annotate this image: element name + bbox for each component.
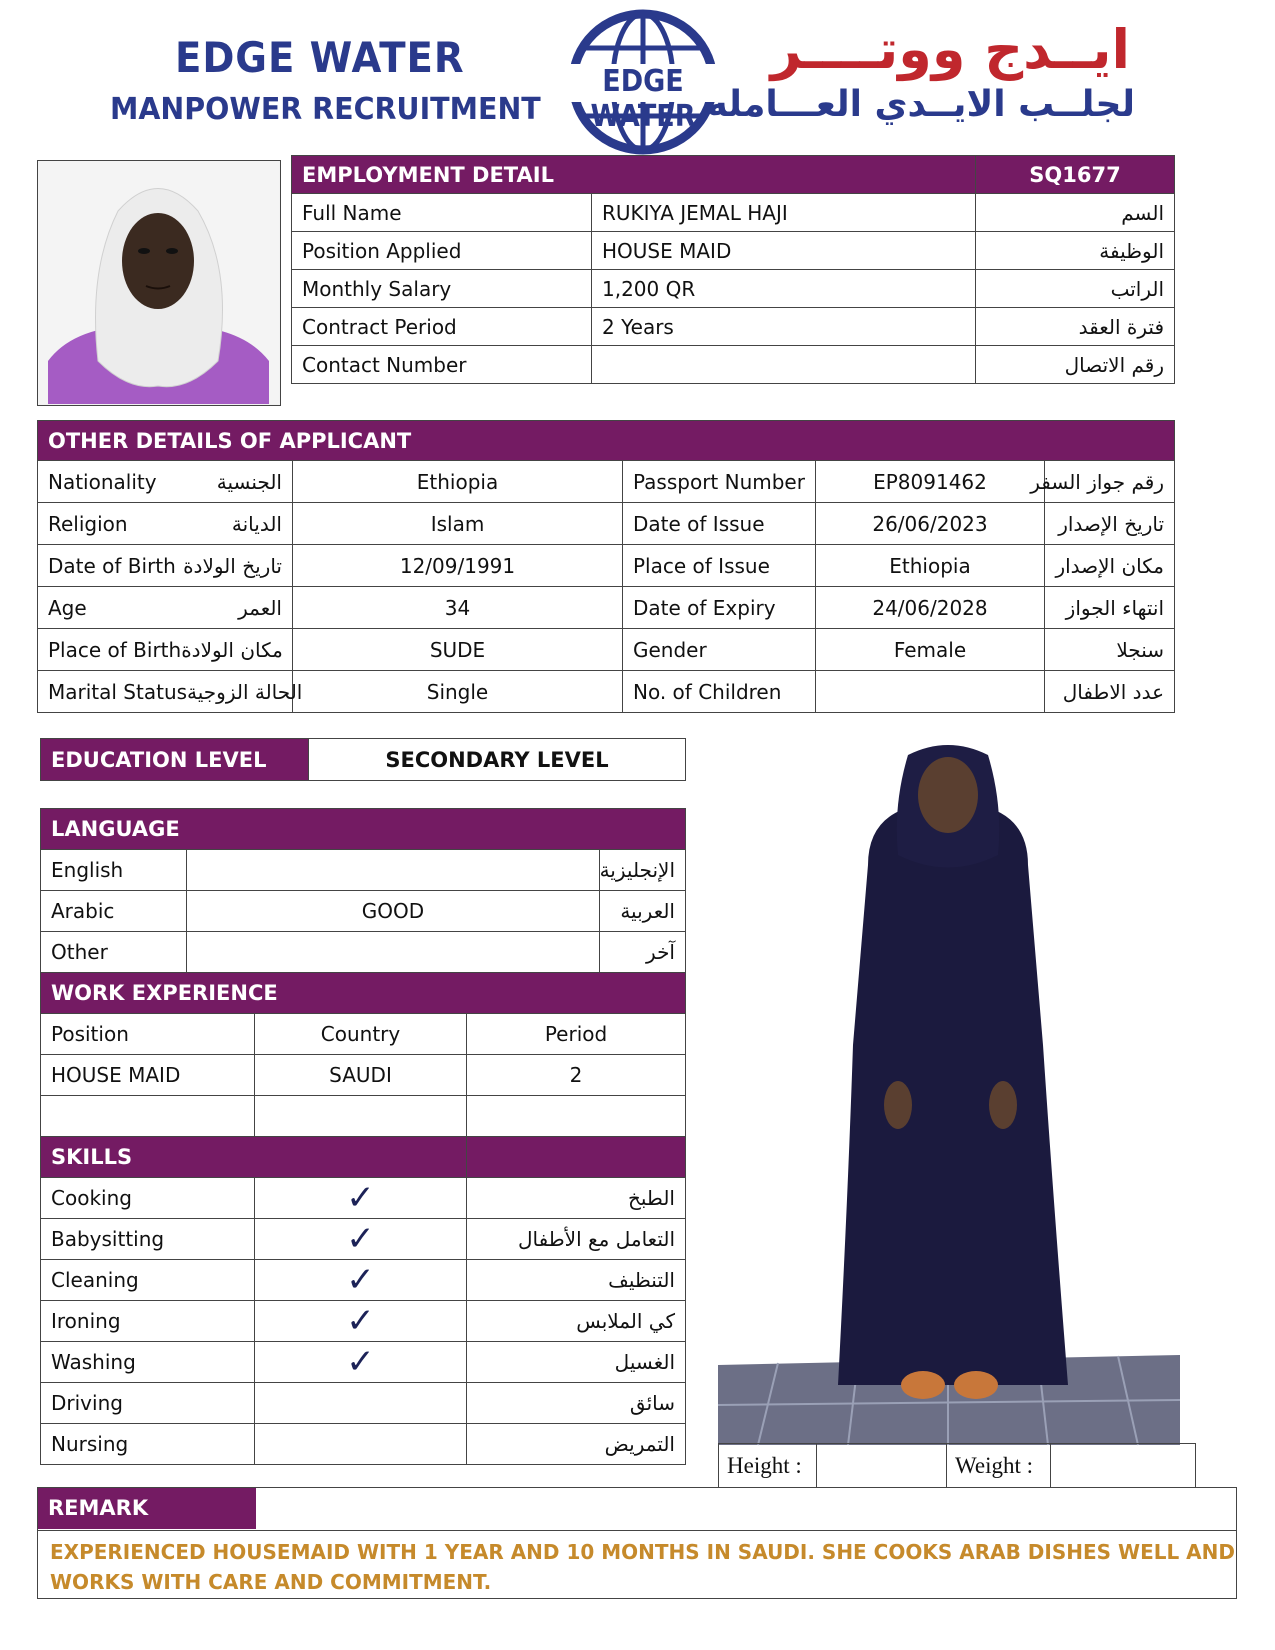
- detail-label-2: Place of Issue: [623, 545, 816, 587]
- place-of-birth-value: SUDE: [293, 629, 623, 671]
- skill-label: Washing: [41, 1342, 255, 1383]
- detail-label-2-ar: رقم جواز السفر: [1045, 461, 1175, 503]
- skill-check-icon: ✓: [255, 1301, 467, 1342]
- detail-label-2-ar: مكان الإصدار: [1045, 545, 1175, 587]
- skill-check-icon: [255, 1383, 467, 1424]
- skill-label: Nursing: [41, 1424, 255, 1465]
- detail-label-ar: مكان الولادة: [181, 637, 283, 662]
- education-title: EDUCATION LEVEL: [41, 739, 309, 781]
- employment-label-ar: الوظيفة: [976, 232, 1175, 270]
- language-label: Arabic: [41, 891, 187, 932]
- weight-label: Weight :: [947, 1444, 1051, 1488]
- skill-check-icon: [255, 1424, 467, 1465]
- language-label: English: [41, 850, 187, 891]
- detail-label-2-ar: عدد الاطفال: [1045, 671, 1175, 713]
- age-value: 34: [293, 587, 623, 629]
- other-details-title: OTHER DETAILS OF APPLICANT: [38, 421, 1175, 461]
- globe-logo-icon: [548, 8, 738, 156]
- skill-label: Babysitting: [41, 1219, 255, 1260]
- detail-label-2: No. of Children: [623, 671, 816, 713]
- experience-period: 2: [467, 1055, 686, 1096]
- detail-label-cell: [38, 461, 293, 503]
- detail-label-2: Date of Expiry: [623, 587, 816, 629]
- employment-label-ar: رقم الاتصال: [976, 346, 1175, 384]
- height-value: [817, 1444, 947, 1488]
- detail-label: Place of Birth: [48, 637, 182, 662]
- applicant-full-body-photo: [718, 745, 1180, 1445]
- detail-label: Marital Status: [48, 679, 188, 704]
- english-level-value: [187, 850, 600, 891]
- date-of-birth-value: 12/09/1991: [293, 545, 623, 587]
- contract-period-value: 2 Years: [592, 308, 976, 346]
- detail-label-cell: [38, 629, 293, 671]
- detail-label: Nationality: [48, 469, 157, 494]
- contact-number-value: [592, 346, 976, 384]
- detail-label-2-ar: سنجلا: [1045, 629, 1175, 671]
- skill-label: Ironing: [41, 1301, 255, 1342]
- position-applied-value: HOUSE MAID: [592, 232, 976, 270]
- detail-label-2-ar: تاريخ الإصدار: [1045, 503, 1175, 545]
- employment-label-ar: فترة العقد: [976, 308, 1175, 346]
- skill-label-ar: كي الملابس: [467, 1301, 686, 1342]
- detail-label-ar: العمر: [238, 595, 282, 620]
- language-label: Other: [41, 932, 187, 973]
- skill-label: Driving: [41, 1383, 255, 1424]
- experience-period: [467, 1096, 686, 1137]
- skill-label-ar: التعامل مع الأطفال: [467, 1219, 686, 1260]
- employment-label: Contract Period: [292, 308, 592, 346]
- other-details-table: [37, 420, 1175, 713]
- employment-label: Monthly Salary: [292, 270, 592, 308]
- applicant-code: SQ1677: [976, 156, 1175, 194]
- detail-label-2: Date of Issue: [623, 503, 816, 545]
- employment-detail-title: EMPLOYMENT DETAIL: [292, 156, 976, 194]
- language-label-ar: آخر: [600, 932, 686, 973]
- place-of-issue-value: Ethiopia: [816, 545, 1045, 587]
- detail-label: Religion: [48, 511, 128, 536]
- employment-detail-table: [291, 155, 1175, 384]
- skill-check-icon: ✓: [255, 1178, 467, 1219]
- detail-label-2: Gender: [623, 629, 816, 671]
- weight-value: [1051, 1444, 1196, 1488]
- date-of-expiry-value: 24/06/2028: [816, 587, 1045, 629]
- language-label-ar: الإنجليزية: [600, 850, 686, 891]
- skill-check-icon: ✓: [255, 1219, 467, 1260]
- employment-label-ar: الراتب: [976, 270, 1175, 308]
- detail-label: Date of Birth: [48, 553, 176, 578]
- brand-line-1: EDGE WATER: [175, 33, 465, 82]
- remark-text: EXPERIENCED HOUSEMAID WITH 1 YEAR AND 10 MONTHS IN SAUDI. SHE COOKS ARAB DISHES WELL AND WORKS WITH CARE AND COMMITMENT.: [50, 1540, 1235, 1594]
- skill-label: Cleaning: [41, 1260, 255, 1301]
- education-level-value: SECONDARY LEVEL: [309, 739, 686, 781]
- religion-value: Islam: [293, 503, 623, 545]
- experience-position: HOUSE MAID: [41, 1055, 255, 1096]
- skill-check-icon: ✓: [255, 1260, 467, 1301]
- skill-label-ar: الطبخ: [467, 1178, 686, 1219]
- marital-status-value: Single: [293, 671, 623, 713]
- employment-label: Full Name: [292, 194, 592, 232]
- full-name-value: RUKIYA JEMAL HAJI: [592, 194, 976, 232]
- detail-label-ar: تاريخ الولادة: [183, 553, 282, 578]
- skill-label-ar: الغسيل: [467, 1342, 686, 1383]
- detail-label-cell: [38, 503, 293, 545]
- employment-label: Contact Number: [292, 346, 592, 384]
- experience-country: SAUDI: [255, 1055, 467, 1096]
- detail-label-ar: الجنسية: [216, 469, 282, 494]
- skills-title: SKILLS: [41, 1137, 467, 1178]
- measurements-table: [718, 1443, 1196, 1488]
- skill-label-ar: التنظيف: [467, 1260, 686, 1301]
- experience-header-position: Position: [41, 1014, 255, 1055]
- globe-logo-text: EDGE WATER: [590, 64, 696, 134]
- applicant-portrait-photo: [37, 160, 281, 406]
- height-label: Height :: [719, 1444, 817, 1488]
- experience-country: [255, 1096, 467, 1137]
- other-language-value: [187, 932, 600, 973]
- detail-label-2-ar: انتهاء الجواز: [1045, 587, 1175, 629]
- brand-arabic-line-1: ايــدج ووتــــر: [770, 18, 1130, 81]
- detail-label-cell: [38, 587, 293, 629]
- skills-title-blank: [467, 1137, 686, 1178]
- employment-label: Position Applied: [292, 232, 592, 270]
- work-experience-title: WORK EXPERIENCE: [41, 973, 686, 1014]
- skill-check-icon: ✓: [255, 1342, 467, 1383]
- skill-label-ar: التمريض: [467, 1424, 686, 1465]
- detail-label-2: Passport Number: [623, 461, 816, 503]
- language-label-ar: العربية: [600, 891, 686, 932]
- detail-label: Age: [48, 595, 87, 620]
- detail-label-cell: [38, 671, 303, 713]
- nationality-value: Ethiopia: [293, 461, 623, 503]
- detail-label-ar: الحالة الزوجية: [187, 679, 303, 704]
- experience-header-period: Period: [467, 1014, 686, 1055]
- passport-number-value: EP8091462: [816, 461, 1045, 503]
- brand-line-2: MANPOWER RECRUITMENT: [110, 92, 541, 127]
- skill-label-ar: سائق: [467, 1383, 686, 1424]
- remark-header-row: [37, 1487, 1237, 1531]
- experience-header-country: Country: [255, 1014, 467, 1055]
- language-experience-skills-table: [40, 808, 686, 1465]
- brand-arabic-line-2: لجلــب الايــدي العـــامله: [706, 84, 1135, 125]
- date-of-issue-value: 26/06/2023: [816, 503, 1045, 545]
- employment-label-ar: السم: [976, 194, 1175, 232]
- no-of-children-value: [816, 671, 1045, 713]
- monthly-salary-value: 1,200 QR: [592, 270, 976, 308]
- detail-label-ar: الديانة: [231, 511, 282, 536]
- experience-position: [41, 1096, 255, 1137]
- detail-label-cell: [38, 545, 293, 587]
- remark-title: REMARK: [38, 1488, 256, 1529]
- arabic-level-value: GOOD: [187, 891, 600, 932]
- language-title: LANGUAGE: [41, 809, 686, 850]
- skill-label: Cooking: [41, 1178, 255, 1219]
- education-table: [40, 738, 686, 781]
- gender-value: Female: [816, 629, 1045, 671]
